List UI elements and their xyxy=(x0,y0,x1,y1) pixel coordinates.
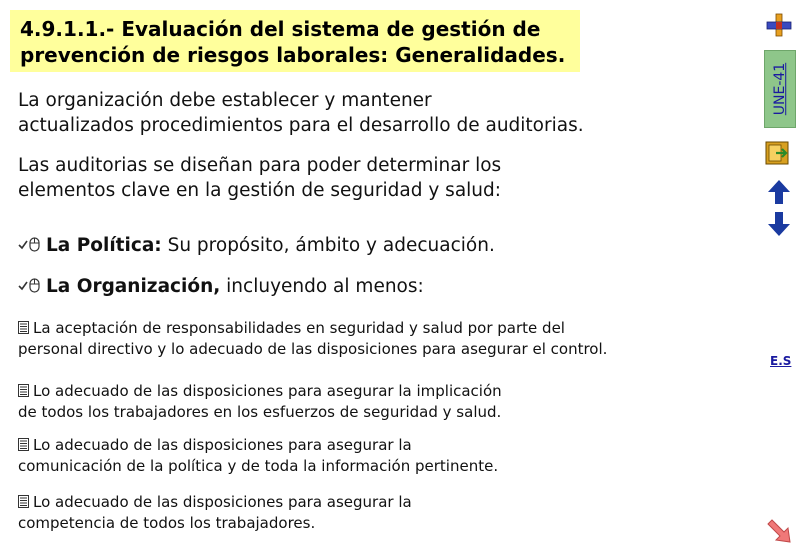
audits-line-2: elementos clave en la gestión de seguridad y salud: xyxy=(18,180,501,201)
list-item xyxy=(18,435,498,477)
intro-paragraph xyxy=(18,88,584,138)
list-item-line-2: competencia de todos los trabajadores. xyxy=(18,514,316,532)
exit-door-icon[interactable] xyxy=(762,140,796,166)
bullet-organizacion xyxy=(18,274,424,299)
list-item-line-2: personal directivo y lo adecuado de las disposiciones para asegurar el control. xyxy=(18,340,608,358)
audits-line-1: Las auditorias se diseñan para poder determinar los xyxy=(18,155,502,176)
arrow-up-icon[interactable] xyxy=(762,178,796,206)
check-mouse-icon xyxy=(18,276,44,294)
list-item-line-1: Lo adecuado de las disposiciones para asegurar la implicación xyxy=(33,382,502,400)
page-title xyxy=(10,10,580,72)
bullet-politica xyxy=(18,233,495,258)
bullet-politica-label: La Política: xyxy=(46,235,162,256)
list-item xyxy=(18,318,607,360)
list-item-line-1: Lo adecuado de las disposiciones para asegurar la xyxy=(33,436,412,454)
document-icon xyxy=(18,384,29,397)
check-mouse-icon xyxy=(18,235,44,253)
intro-line-1: La organización debe establecer y mantener xyxy=(18,90,432,111)
audits-paragraph xyxy=(18,153,501,203)
home-cross-icon[interactable] xyxy=(762,12,796,38)
arrow-down-right-icon[interactable] xyxy=(764,516,794,546)
une-41-tab[interactable] xyxy=(764,50,796,128)
list-item xyxy=(18,492,412,534)
arrow-down-icon[interactable] xyxy=(762,210,796,238)
list-item xyxy=(18,381,502,423)
document-icon xyxy=(18,495,29,508)
list-item-line-1: La aceptación de responsabilidades en seguridad y salud por parte del xyxy=(33,319,565,337)
list-item-line-1: Lo adecuado de las disposiciones para asegurar la xyxy=(33,493,412,511)
bullet-organizacion-label: La Organización, xyxy=(46,276,221,297)
list-item-line-2: de todos los trabajadores en los esfuerzos de seguridad y salud. xyxy=(18,403,502,421)
document-icon xyxy=(18,321,29,334)
document-icon xyxy=(18,438,29,451)
page-title-line-1: 4.9.1.1.- Evaluación del sistema de gestión de xyxy=(20,17,541,41)
intro-line-2: actualizados procedimientos para el desarrollo de auditorias. xyxy=(18,115,584,136)
une-41-link[interactable]: UNE-41 xyxy=(772,62,788,116)
page-title-line-2: prevención de riesgos laborales: Generalidades. xyxy=(20,43,566,67)
list-item-line-2: comunicación de la política y de toda la información pertinente. xyxy=(18,457,499,475)
bullet-politica-text: Su propósito, ámbito y adecuación. xyxy=(161,235,495,256)
es-link[interactable]: E.S xyxy=(770,354,792,368)
bullet-organizacion-text: incluyendo al menos: xyxy=(220,276,424,297)
